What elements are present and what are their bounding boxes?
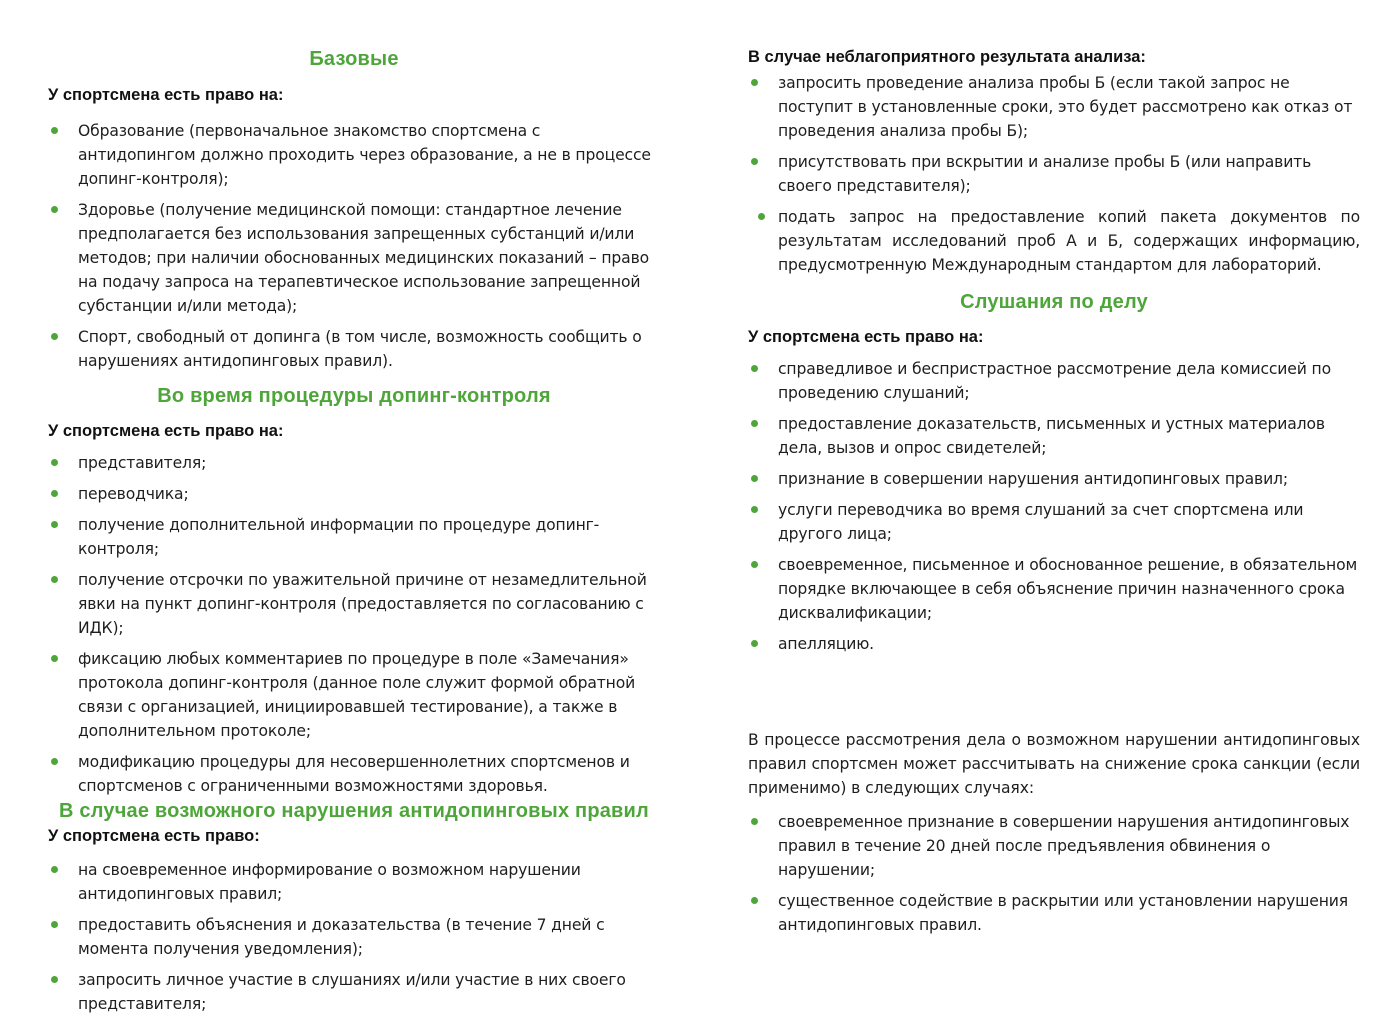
list-item-text: признание в совершении нарушения антидопинговых правил; — [778, 470, 1288, 488]
list-item — [748, 150, 1360, 198]
list-item-text: Здоровье (получение медицинской помощи: стандартное лечение предполагается без использования запрещенных субстанций и/или методов; при наличии обоснованных медицинских показаний – право на подачу запроса на терапевтическое использование запрещенной субстанции и/или метода); — [78, 201, 650, 315]
sanction-reduction-paragraph: В процессе рассмотрения дела о возможном нарушении антидопинговых правил спортсмен может рассчитывать на снижение срока санкции (если применимо) в следующих случаях: — [748, 731, 1360, 797]
list-item-text: своевременное признание в совершении нарушения антидопинговых правил в течение 20 дней после предъявления обвинения о нарушении; — [778, 813, 1350, 879]
bullet-icon — [51, 921, 58, 928]
list-item — [748, 71, 1360, 143]
list-item — [48, 513, 660, 561]
section-lead: У спортсмена есть право на: — [48, 422, 284, 440]
bullet-icon — [51, 490, 58, 497]
list-item — [48, 325, 660, 373]
list-item-text: существенное содействие в раскрытии или установлении нарушения антидопинговых правил. — [778, 892, 1348, 934]
list-item-text: предоставление доказательств, письменных и устных материалов дела, вызов и опрос свидетелей; — [778, 415, 1325, 457]
bullet-icon — [751, 475, 758, 482]
section-title-hearings: Слушания по делу — [960, 291, 1148, 313]
bullet-icon — [51, 333, 58, 340]
list-item — [748, 810, 1360, 882]
bullet-icon — [51, 206, 58, 213]
bullet-icon — [758, 213, 765, 220]
bullet-icon — [51, 655, 58, 662]
list-item — [748, 412, 1360, 460]
section-title-violation: В случае возможного нарушения антидопинговых правил — [59, 800, 649, 822]
list-item-text: Образование (первоначальное знакомство спортсмена с антидопингом должно проходить через образование, а не в процессе допинг-контроля); — [78, 122, 651, 188]
list-item-text: модификацию процедуры для несовершеннолетних спортсменов и спортсменов с ограниченными возможностями здоровья. — [78, 753, 630, 795]
list-item-text: представителя; — [78, 454, 207, 472]
list-item-text: предоставить объяснения и доказательства (в течение 7 дней с момента получения уведомления); — [78, 916, 605, 958]
right-column — [748, 0, 1360, 944]
bullet-icon — [751, 897, 758, 904]
bullet-icon — [51, 976, 58, 983]
basic-rights-list — [48, 119, 660, 373]
list-item-text: справедливое и беспристрастное рассмотрение дела комиссией по проведению слушаний; — [778, 360, 1331, 402]
list-item — [748, 357, 1360, 405]
list-item — [48, 568, 660, 640]
list-item-text: присутствовать при вскрытии и анализе пробы Б (или направить своего представителя); — [778, 153, 1312, 195]
list-item-text: подать запрос на предоставление копий пакета документов по результатам исследований проб А и Б, содержащих информацию, предусмотренную Международным стандартом для лабораторий. — [778, 208, 1360, 274]
list-item — [48, 451, 660, 475]
bullet-icon — [51, 866, 58, 873]
doping-control-rights-list — [48, 451, 660, 798]
list-item — [48, 750, 660, 798]
list-item — [48, 968, 660, 1016]
list-item — [748, 498, 1360, 546]
violation-rights-list — [48, 858, 660, 1016]
list-item-text: запросить проведение анализа пробы Б (если такой запрос не поступит в установленные сроки, это будет рассмотрено как отказ от проведения анализа пробы Б); — [778, 74, 1353, 140]
list-item — [48, 647, 660, 743]
list-item-text: запросить личное участие в слушаниях и/или участие в них своего представителя; — [78, 971, 626, 1013]
list-item-text: получение отсрочки по уважительной причине от незамедлительной явки на пункт допинг-контроля (предоставляется по согласованию с ИДК); — [78, 571, 647, 637]
list-item-text: получение дополнительной информации по процедуре допинг-контроля; — [78, 516, 600, 558]
list-item — [48, 119, 660, 191]
list-item — [48, 858, 660, 906]
bullet-icon — [751, 365, 758, 372]
section-title-doping-control: Во время процедуры допинг-контроля — [157, 385, 551, 407]
left-column — [48, 0, 660, 1023]
bullet-icon — [51, 576, 58, 583]
section-title-basic: Базовые — [309, 48, 399, 70]
adverse-result-rights-list — [748, 71, 1360, 277]
list-item-text: на своевременное информирование о возможном нарушении антидопинговых правил; — [78, 861, 581, 903]
list-item — [748, 205, 1360, 277]
list-item — [48, 913, 660, 961]
section-lead: У спортсмена есть право: — [48, 827, 260, 845]
bullet-icon — [751, 158, 758, 165]
bullet-icon — [751, 79, 758, 86]
bullet-icon — [751, 420, 758, 427]
list-item-text: фиксацию любых комментариев по процедуре в поле «Замечания» протокола допинг-контроля (данное поле служит формой обратной связи с организацией, инициировавшей тестирование), а также в дополнительном протоколе; — [78, 650, 636, 740]
list-item-text: своевременное, письменное и обоснованное решение, в обязательном порядке включающее в себя объяснение причин назначенного срока дисквалификации; — [778, 556, 1358, 622]
bullet-icon — [51, 758, 58, 765]
bullet-icon — [751, 818, 758, 825]
bullet-icon — [751, 561, 758, 568]
hearings-rights-list — [748, 357, 1360, 656]
list-item-text: услуги переводчика во время слушаний за счет спортсмена или другого лица; — [778, 501, 1304, 543]
list-item — [748, 553, 1360, 625]
section-lead-adverse-result: В случае неблагоприятного результата анализа: — [748, 48, 1146, 66]
list-item — [48, 482, 660, 506]
sanction-reduction-list — [748, 810, 1360, 937]
bullet-icon — [51, 459, 58, 466]
bullet-icon — [751, 640, 758, 647]
list-item-text: апелляцию. — [778, 635, 874, 653]
bullet-icon — [51, 521, 58, 528]
list-item — [748, 632, 1360, 656]
section-lead: У спортсмена есть право на: — [48, 86, 284, 104]
bullet-icon — [51, 127, 58, 134]
bullet-icon — [751, 506, 758, 513]
list-item — [748, 889, 1360, 937]
list-item-text: переводчика; — [78, 485, 189, 503]
list-item-text: Спорт, свободный от допинга (в том числе, возможность сообщить о нарушениях антидопинговых правил). — [78, 328, 642, 370]
list-item — [48, 198, 660, 318]
section-lead: У спортсмена есть право на: — [748, 328, 984, 346]
list-item — [748, 467, 1360, 491]
